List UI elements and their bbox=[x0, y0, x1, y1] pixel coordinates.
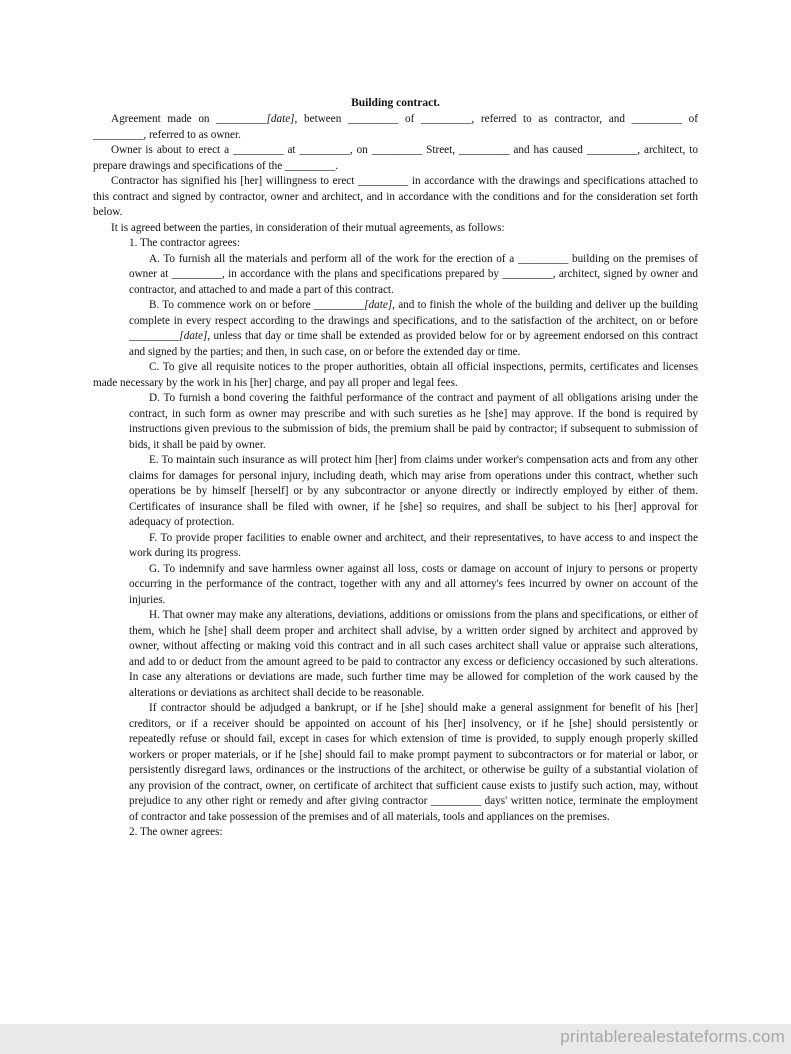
clause-c: C. To give all requisite notices to the proper authorities, obtain all official inspections, permits, certificates and licenses made necessary by the work in his [her] charge, and pay all proper and legal fees. bbox=[93, 361, 698, 389]
clause-a: A. To furnish all the materials and perform all of the work for the erection of a _________ building on the premises of owner at _________, in accordance with the plans and specifications prepared by _________, architect, signed by owner and contractor, and attached to and made a part of this contract. bbox=[129, 252, 698, 296]
date-placeholder: [date] bbox=[266, 113, 295, 125]
clause-e: E. To maintain such insurance as will protect him [her] from claims under worker's compensation acts and from any other claims for damages for personal injury, including death, which may arise from operations under this contract, whether such operations be by himself [herself] or by any subcontractor or anyone directly or indirectly employed by either of them. Certificates of insurance shall be filed with owner, if he [she] so requires, and shall be subject to his [her] approval for adequacy of protection. bbox=[129, 454, 698, 528]
paragraph-agreement: Agreement made on _________[date], between _________ of _________, referred to as contractor, and _________ of _________, referred to as owner. bbox=[93, 113, 699, 141]
paragraph-agreed: It is agreed between the parties, in consideration of their mutual agreements, as follows: bbox=[111, 221, 505, 234]
paragraph-owner-erect: Owner is about to erect a _________ at _________, on _________ Street, _________ and has caused _________, architect, to prepare drawings and specifications of the _________. bbox=[93, 144, 698, 172]
clause-h: H. That owner may make any alterations, deviations, additions or omissions from the plans and specifications, or either of them, which he [she] shall deem proper and architect shall advise, by a written order signed by architect and approved by owner, without affecting or making void this contract and in all such cases architect shall value or appraise such alterations, and add to or deduct from the amount agreed to be paid to contractor any excess or deficiency occasioned by such alterations. In case any alterations or deviations are made, such further time may be allowed for completion of the work caused by the alterations or deviations as architect shall decide to be reasonable. bbox=[129, 609, 698, 699]
clause-g: G. To indemnify and save harmless owner against all loss, costs or damage on account of injury to persons or property occurring in the performance of the contract, together with any and all attorney's fees incurred by owner on account of the injuries. bbox=[129, 562, 698, 606]
paragraph-contractor-willingness: Contractor has signified his [her] willingness to erect _________ in accordance with the drawings and specifications attached to this contract and signed by contractor, owner and architect, and in accordance with the conditions and for the consideration set forth below. bbox=[93, 175, 698, 218]
clause-bankruptcy: If contractor should be adjudged a bankrupt, or if he [she] should make a general assignment for benefit of his [her] creditors, or if a receiver should be appointed on account of his [her] insolvency, or if he [she] should persistently or repeatedly refuse or should fail, except in cases for which extension of time is provided, to supply enough properly skilled workers or proper materials, or if he [she] should fail to make prompt payment to subcontractors or for material or labor, or persistently disregard laws, ordinances or the instructions of the architect, or otherwise be guilty of a substantial violation of any provision of the contract, owner, on certificate of architect that sufficient cause exists to justify such action, may, without prejudice to any other right or remedy and after giving contractor _________ days' written notice, terminate the employment of contractor and take possession of the premises and of all materials, tools and appliances on the premises. bbox=[129, 702, 698, 823]
date-placeholder: [date] bbox=[179, 330, 208, 342]
site-watermark[interactable]: printablerealestateforms.com bbox=[560, 1027, 785, 1046]
date-placeholder: [date] bbox=[364, 299, 393, 311]
clause-f: F. To provide proper facilities to enable owner and architect, and their representatives, to have access to and inspect the work during its progress. bbox=[129, 531, 698, 559]
clause-d: D. To furnish a bond covering the faithful performance of the contract and payment of all obligations arising under the contract, in such form as owner may prescribe and with such sureties as he [she] may approve. If the bond is required by instructions given previous to the submission of bids, the premium shall be paid by contractor; if subsequent to submission of bids, it shall be paid by owner. bbox=[129, 392, 698, 451]
clause-b: B. To commence work on or before _________[date], and to finish the whole of the building and deliver up the building complete in every respect according to the drawings and specifications, and to the satisfaction of the architect, on or before _________[date], unless that day or time shall be extended as provided below for or by agreement endorsed on this contract and signed by the parties; and then, in such case, on or before the extended day or time. bbox=[129, 299, 698, 358]
site-footer bbox=[0, 1024, 791, 1054]
heading-contractor-agrees: 1. The contractor agrees: bbox=[129, 237, 240, 249]
document-title: Building contract. bbox=[351, 97, 440, 109]
heading-owner-agrees: 2. The owner agrees: bbox=[129, 826, 223, 838]
document-page bbox=[93, 96, 698, 841]
